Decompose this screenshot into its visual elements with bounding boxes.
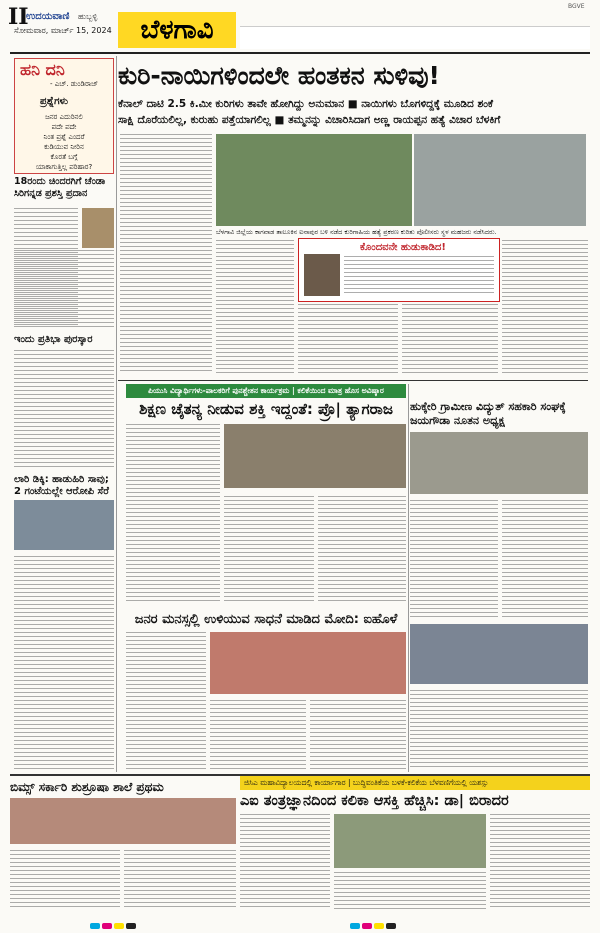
middle-photo-stage (224, 424, 406, 488)
left-story-3-headline: ಲಾರಿ ಡಿಕ್ಕಿ: ಹಾಡುಹಿರಿ ಸಾವು; 2 ಗಂಟೆಯಲ್ಲೇ ಆರೋಪಿ ಸೆರೆ (14, 474, 109, 497)
bottom-left-body-1 (10, 850, 120, 910)
middle-2-body-col-1 (126, 632, 206, 770)
bottom-right-headline: ಎಐ ತಂತ್ರಜ್ಞಾನದಿಂದ ಕಲಿಕಾ ಆಸಕ್ತಿ ಹೆಚ್ಚಿಸಿ: ಡಾ| ಬಿರಾದರ (240, 793, 509, 809)
column-divider (116, 56, 117, 772)
main-subheadline-1: ಕೆನಾಲ್ ದಾಟಿ 2.5 ಕಿ.ಮೀ ಕುರಿಗಳು ತಾವೇ ಹೋಗಿದ್ದು ಅನುಮಾನ ■ ನಾಯಿಗಳು ಬೊಗಳಿದ್ದಕ್ಕೆ ಮೂಡಿದ ಶಂಕೆ (118, 98, 493, 110)
middle-headline: ಶಿಕ್ಷಣ ಚೈತನ್ಯ ನೀಡುವ ಶಕ್ತಿ ಇದ್ದಂತೆ: ಪ್ರೊ| ತ್ಯಾಗರಾಜ (139, 400, 393, 418)
main-body-col-3 (298, 304, 398, 376)
middle-2-photo (210, 632, 406, 694)
bottom-right-strip: ಜಿಸಿಎ ಮಹಾವಿದ್ಯಾಲಯದಲ್ಲಿ ಕಾರ್ಯಾಗಾರ | ಬುದ್ಧಿವಂತಿಕೆಯ ಬಳಕೆ-ಕಲಿಕೆಯ ಬೆಳವಣಿಗೆಯಲ್ಲಿ ಯಶಸ್ಸು (240, 776, 590, 790)
bottom-right-body-1 (240, 814, 330, 910)
poem-line: ಪದೇ ಪದೇ (51, 123, 77, 131)
edition-name: ಹುಬ್ಬಳ್ಳಿ (78, 12, 98, 21)
newspaper-brand: ಉದಯವಾಣಿ (26, 11, 70, 22)
left-story-1-headline: 18ರಂದು ಚಿಂದರಗಿಗೆ ಚೆಂಡಾ ಸಿರಿಗನ್ನಡ ಪ್ರಶಸ್ತಿ ಪ್ರದಾನ (14, 176, 106, 199)
main-photo-police (414, 134, 586, 226)
bottom-left-photo (10, 798, 236, 844)
print-registration-marks (90, 914, 138, 933)
main-photo-caption: ಬೆಳಗಾವಿ ಜಿಲ್ಲೆಯ ಕಾಗವಾಡ ತಾಲೂಕಿನ ಐನಾಪುರ ಬಳಿ ನಡೆದ ಕುರಿಗಾಹಿಯ ಹತ್ಯೆ ಪ್ರಕರಣ ಕುರಿತು ಪೊಲೀಸರು ಸ್ಥಳ ಮಹಜರು ನಡೆಸಿದರು. (216, 228, 497, 236)
middle-banner: ಪಿಯುಸಿ ವಿದ್ಯಾರ್ಥಿಗಳು-ಪಾಲಕರಿಗೆ ಪುನಶ್ಚೇತನ ಕಾರ್ಯಕ್ರಮ | ಕಲಿಕೆಯಿಂದ ಮಾತ್ರ ಹೊಸ ಅವಿಷ್ಕಾರ (126, 384, 406, 398)
poem-line: ಕೊರತೆ ಬಗ್ಗೆ (50, 153, 78, 161)
main-body-col-2 (216, 240, 294, 376)
right-headline: ಹುಕ್ಕೇರಿ ಗ್ರಾಮೀಣ ವಿದ್ಯುತ್ ಸಹಕಾರಿ ಸಂಘಕ್ಕೆ ಜಯಗೌಡಾ ನೂತನ ಅಧ್ಯಕ್ಷ (410, 400, 566, 427)
main-headline: ಕುರಿ-ನಾಯಿಗಳಿಂದಲೇ ಹಂತಕನ ಸುಳಿವು! (118, 61, 440, 90)
section-rule (118, 380, 588, 381)
main-subheadline-2: ಸಾಕ್ಷಿ ದೊರೆಯಲಿಲ್ಲ, ಕುರುಹು ಪತ್ತೆಯಾಗಲಿಲ್ಲ ■ ತಮ್ಮನನ್ನು ವಿಚಾರಿಸಿದಾಗ ಅಣ್ಣ ರಾಯಪ್ಪನ ಹತ್ಯೆ ವಿಚಾರ ಬೆಳಕಿಗೆ (118, 114, 501, 126)
right-body-3 (410, 690, 588, 770)
bottom-right-body-3 (490, 814, 590, 910)
middle-body-col-2 (224, 496, 314, 604)
middle-body-col-1 (126, 424, 220, 604)
bottom-right-photo (334, 814, 486, 868)
right-body-2 (502, 500, 588, 620)
middle-body-col-3 (318, 496, 406, 604)
left-story-1-body-2 (14, 250, 114, 328)
sidebar-text (344, 256, 494, 296)
middle-headline-2: ಜನರ ಮನಸ್ಸಲ್ಲಿ ಉಳಿಯುವ ಸಾಧನೆ ಮಾಡಿದ ಮೋದಿ: ಐಹೊಳೆ (134, 612, 398, 627)
dateline: ಸೋಮವಾರ, ಮಾರ್ಚ್ 15, 2024 (14, 26, 112, 35)
bottom-right-body-2 (334, 872, 486, 910)
poem-line: ಯಾಕಾಗುತ್ತಿಲ್ಲ ಪರಿಹಾರ? (35, 163, 93, 171)
middle-2-body-col-3 (310, 700, 406, 770)
sidebar-portrait (304, 254, 340, 296)
sidebar-box-title: ಕೊಂದವನೇ ಹುಡುಕಾಡಿದ! (360, 242, 446, 253)
left-story-2-headline: ಇಂದು ಪ್ರತಿಭಾ ಪುರಸ್ಕಾರ (14, 334, 93, 345)
masthead-band (240, 26, 590, 49)
right-photo-1 (410, 432, 588, 494)
middle-2-body-col-2 (210, 700, 306, 770)
right-photo-2 (410, 624, 588, 684)
column-divider-2 (408, 384, 409, 772)
poem-line: ಜನರ ಎದುರಿನಲಿ (45, 113, 83, 121)
print-registration-marks-2 (350, 914, 398, 933)
main-body-col-5 (502, 240, 588, 376)
hunidani-title: ಪ್ರಶ್ನೆಗಳು (40, 96, 69, 107)
header-rule (10, 52, 590, 54)
left-story-2-body (14, 350, 114, 470)
left-story-3-body (14, 556, 114, 770)
right-body-1 (410, 500, 498, 620)
hunidani-byline: - ಎಚ್. ಡುಂಡಿರಾಜ್ (50, 80, 99, 88)
hunidani-logo: ಹನಿ ದನಿ (20, 60, 65, 79)
main-body-col-4 (402, 304, 498, 376)
page-number: II (8, 4, 29, 30)
bottom-left-body-2 (124, 850, 236, 910)
poem-line: ನಿಂತ ಪ್ರಶ್ನೆ ಎಂದರೆ (43, 133, 85, 141)
edition-code: BGVE (568, 3, 585, 10)
hunidani-poem (24, 112, 104, 172)
poem-line: ಕುಡಿಯುವ ನೀರಿನ (44, 143, 84, 151)
bottom-left-headline: ಬಿಮ್ಸ್ ಸರ್ಕಾರಿ ಶುಶ್ರೂಷಾ ಶಾಲೆ ಪ್ರಥಮ (10, 780, 164, 794)
left-story-3-photo (14, 500, 114, 550)
left-story-1-photo (82, 208, 114, 248)
main-body-col-1 (120, 134, 212, 374)
section-masthead: ಬೆಳಗಾವಿ (118, 12, 236, 48)
main-photo-field (216, 134, 412, 226)
